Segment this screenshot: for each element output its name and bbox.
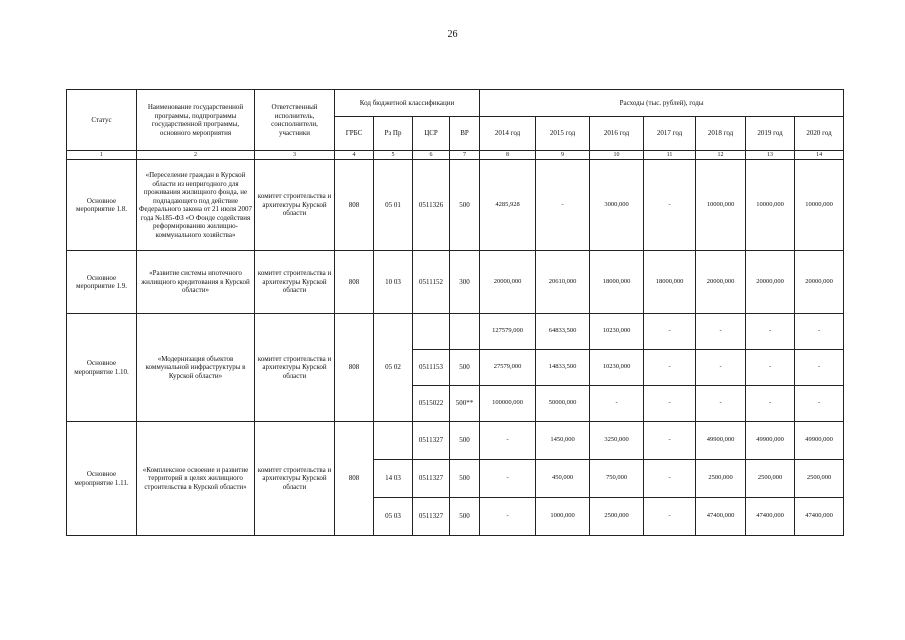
value-cell: 1450,000 [536, 422, 590, 460]
vr-cell: 500 [450, 498, 480, 536]
value-cell: - [746, 314, 795, 350]
value-cell: 20000,000 [480, 251, 536, 314]
table-row [67, 160, 844, 251]
value-cell: 20000,000 [746, 251, 795, 314]
value-cell: - [795, 386, 844, 422]
table-row [67, 314, 844, 350]
rzpr-cell: 10 03 [374, 251, 413, 314]
budget-table [66, 89, 844, 536]
index-cell: 4 [335, 151, 374, 160]
value-cell: 10230,000 [590, 314, 644, 350]
grbs-cell: 808 [335, 251, 374, 314]
value-cell: 2500,000 [795, 460, 844, 498]
status-cell: Основное мероприятие 1.11. [67, 422, 137, 536]
responsible-cell: комитет строительства и архитектуры Курской области [255, 422, 335, 536]
header-grbs: ГРБС [335, 117, 374, 151]
header-vr: ВР [450, 117, 480, 151]
vr-cell: 500 [450, 350, 480, 386]
value-cell: 49900,000 [696, 422, 746, 460]
csr-cell: 0511152 [413, 251, 450, 314]
value-cell: 14833,500 [536, 350, 590, 386]
rzpr-cell: 14 03 [374, 460, 413, 498]
header-year: 2017 год [644, 117, 696, 151]
table-row [67, 251, 844, 314]
rzpr-cell [374, 422, 413, 460]
responsible-cell: комитет строительства и архитектуры Курской области [255, 314, 335, 422]
value-cell: - [696, 314, 746, 350]
table-row [67, 422, 844, 460]
index-cell: 3 [255, 151, 335, 160]
value-cell: 47400,000 [696, 498, 746, 536]
value-cell: 20000,000 [795, 251, 844, 314]
value-cell: 3000,000 [590, 160, 644, 251]
value-cell: 47400,000 [795, 498, 844, 536]
header-year: 2020 год [795, 117, 844, 151]
vr-cell: 500 [450, 160, 480, 251]
value-cell: - [746, 386, 795, 422]
rzpr-cell: 05 02 [374, 314, 413, 422]
index-cell: 13 [746, 151, 795, 160]
value-cell: - [536, 160, 590, 251]
rzpr-cell: 05 03 [374, 498, 413, 536]
header-expenses: Расходы (тыс. рублей), годы [480, 90, 844, 117]
header-responsible: Ответственный исполнитель, соисполнители, участники [255, 90, 335, 151]
value-cell: 2500,000 [696, 460, 746, 498]
index-cell: 5 [374, 151, 413, 160]
status-cell: Основное мероприятие 1.8. [67, 160, 137, 251]
index-cell: 7 [450, 151, 480, 160]
csr-cell: 0511326 [413, 160, 450, 251]
vr-cell: 500 [450, 422, 480, 460]
index-row [67, 151, 844, 160]
value-cell: - [480, 422, 536, 460]
name-cell: «Комплексное освоение и развитие территорий в целях жилищного строительства в Курской области» [137, 422, 255, 536]
responsible-cell: комитет строительства и архитектуры Курской области [255, 160, 335, 251]
index-cell: 6 [413, 151, 450, 160]
vr-cell: 500** [450, 386, 480, 422]
vr-cell [450, 314, 480, 350]
header-row-1 [67, 90, 844, 117]
value-cell: - [795, 314, 844, 350]
value-cell: - [746, 350, 795, 386]
index-cell: 8 [480, 151, 536, 160]
value-cell: 47400,000 [746, 498, 795, 536]
csr-cell: 0511327 [413, 498, 450, 536]
value-cell: 18000,000 [644, 251, 696, 314]
header-status: Статус [67, 90, 137, 151]
value-cell: - [644, 314, 696, 350]
grbs-cell: 808 [335, 422, 374, 536]
value-cell: 127579,000 [480, 314, 536, 350]
header-year: 2016 год [590, 117, 644, 151]
name-cell: «Развитие системы ипотечного жилищного кредитования в Курской области» [137, 251, 255, 314]
value-cell: 4285,928 [480, 160, 536, 251]
value-cell: 2500,000 [746, 460, 795, 498]
value-cell: 1000,000 [536, 498, 590, 536]
value-cell: 27579,000 [480, 350, 536, 386]
header-year: 2018 год [696, 117, 746, 151]
rzpr-cell: 05 01 [374, 160, 413, 251]
value-cell: 20610,000 [536, 251, 590, 314]
csr-cell: 0511327 [413, 460, 450, 498]
csr-cell: 0511153 [413, 350, 450, 386]
value-cell: - [644, 160, 696, 251]
value-cell: - [590, 386, 644, 422]
csr-cell: 0515022 [413, 386, 450, 422]
value-cell: - [795, 350, 844, 386]
value-cell: - [696, 386, 746, 422]
vr-cell: 300 [450, 251, 480, 314]
header-year: 2019 год [746, 117, 795, 151]
responsible-cell: комитет строительства и архитектуры Курской области [255, 251, 335, 314]
header-name: Наименование государственной программы, подпрограммы государственной программы, основного мероприятия [137, 90, 255, 151]
value-cell: 450,000 [536, 460, 590, 498]
header-year: 2014 год [480, 117, 536, 151]
value-cell: 50000,000 [536, 386, 590, 422]
grbs-cell: 808 [335, 160, 374, 251]
value-cell: - [644, 386, 696, 422]
value-cell: 3250,000 [590, 422, 644, 460]
index-cell: 14 [795, 151, 844, 160]
value-cell: - [644, 460, 696, 498]
value-cell: 100000,000 [480, 386, 536, 422]
value-cell: 49900,000 [746, 422, 795, 460]
value-cell: - [480, 498, 536, 536]
value-cell: - [644, 422, 696, 460]
csr-cell [413, 314, 450, 350]
header-year: 2015 год [536, 117, 590, 151]
status-cell: Основное мероприятие 1.9. [67, 251, 137, 314]
value-cell: 49900,000 [795, 422, 844, 460]
value-cell: - [480, 460, 536, 498]
value-cell: - [644, 350, 696, 386]
index-cell: 11 [644, 151, 696, 160]
value-cell: - [696, 350, 746, 386]
value-cell: 64833,500 [536, 314, 590, 350]
vr-cell: 500 [450, 460, 480, 498]
value-cell: 10230,000 [590, 350, 644, 386]
name-cell: «Переселение граждан в Курской области из непригодного для проживания жилищного фонда, не подпадающего под действие Федерального закона от 21 июля 2007 года №185-ФЗ «О Фонде содействия реформированию жилищно-коммунального хозяйства» [137, 160, 255, 251]
value-cell: 10000,000 [795, 160, 844, 251]
status-cell: Основное мероприятие 1.10. [67, 314, 137, 422]
value-cell: 10000,000 [696, 160, 746, 251]
value-cell: 10000,000 [746, 160, 795, 251]
csr-cell: 0511327 [413, 422, 450, 460]
name-cell: «Модернизация объектов коммунальной инфраструктуры в Курской области» [137, 314, 255, 422]
value-cell: 20000,000 [696, 251, 746, 314]
header-csr: ЦСР [413, 117, 450, 151]
index-cell: 12 [696, 151, 746, 160]
index-cell: 9 [536, 151, 590, 160]
value-cell: 18000,000 [590, 251, 644, 314]
page-number: 26 [447, 29, 458, 40]
header-rzpr: Рз Пр [374, 117, 413, 151]
index-cell: 1 [67, 151, 137, 160]
grbs-cell: 808 [335, 314, 374, 422]
header-budget-code: Код бюджетной классификации [335, 90, 480, 117]
index-cell: 10 [590, 151, 644, 160]
value-cell: 2500,000 [590, 498, 644, 536]
value-cell: - [644, 498, 696, 536]
value-cell: 750,000 [590, 460, 644, 498]
index-cell: 2 [137, 151, 255, 160]
